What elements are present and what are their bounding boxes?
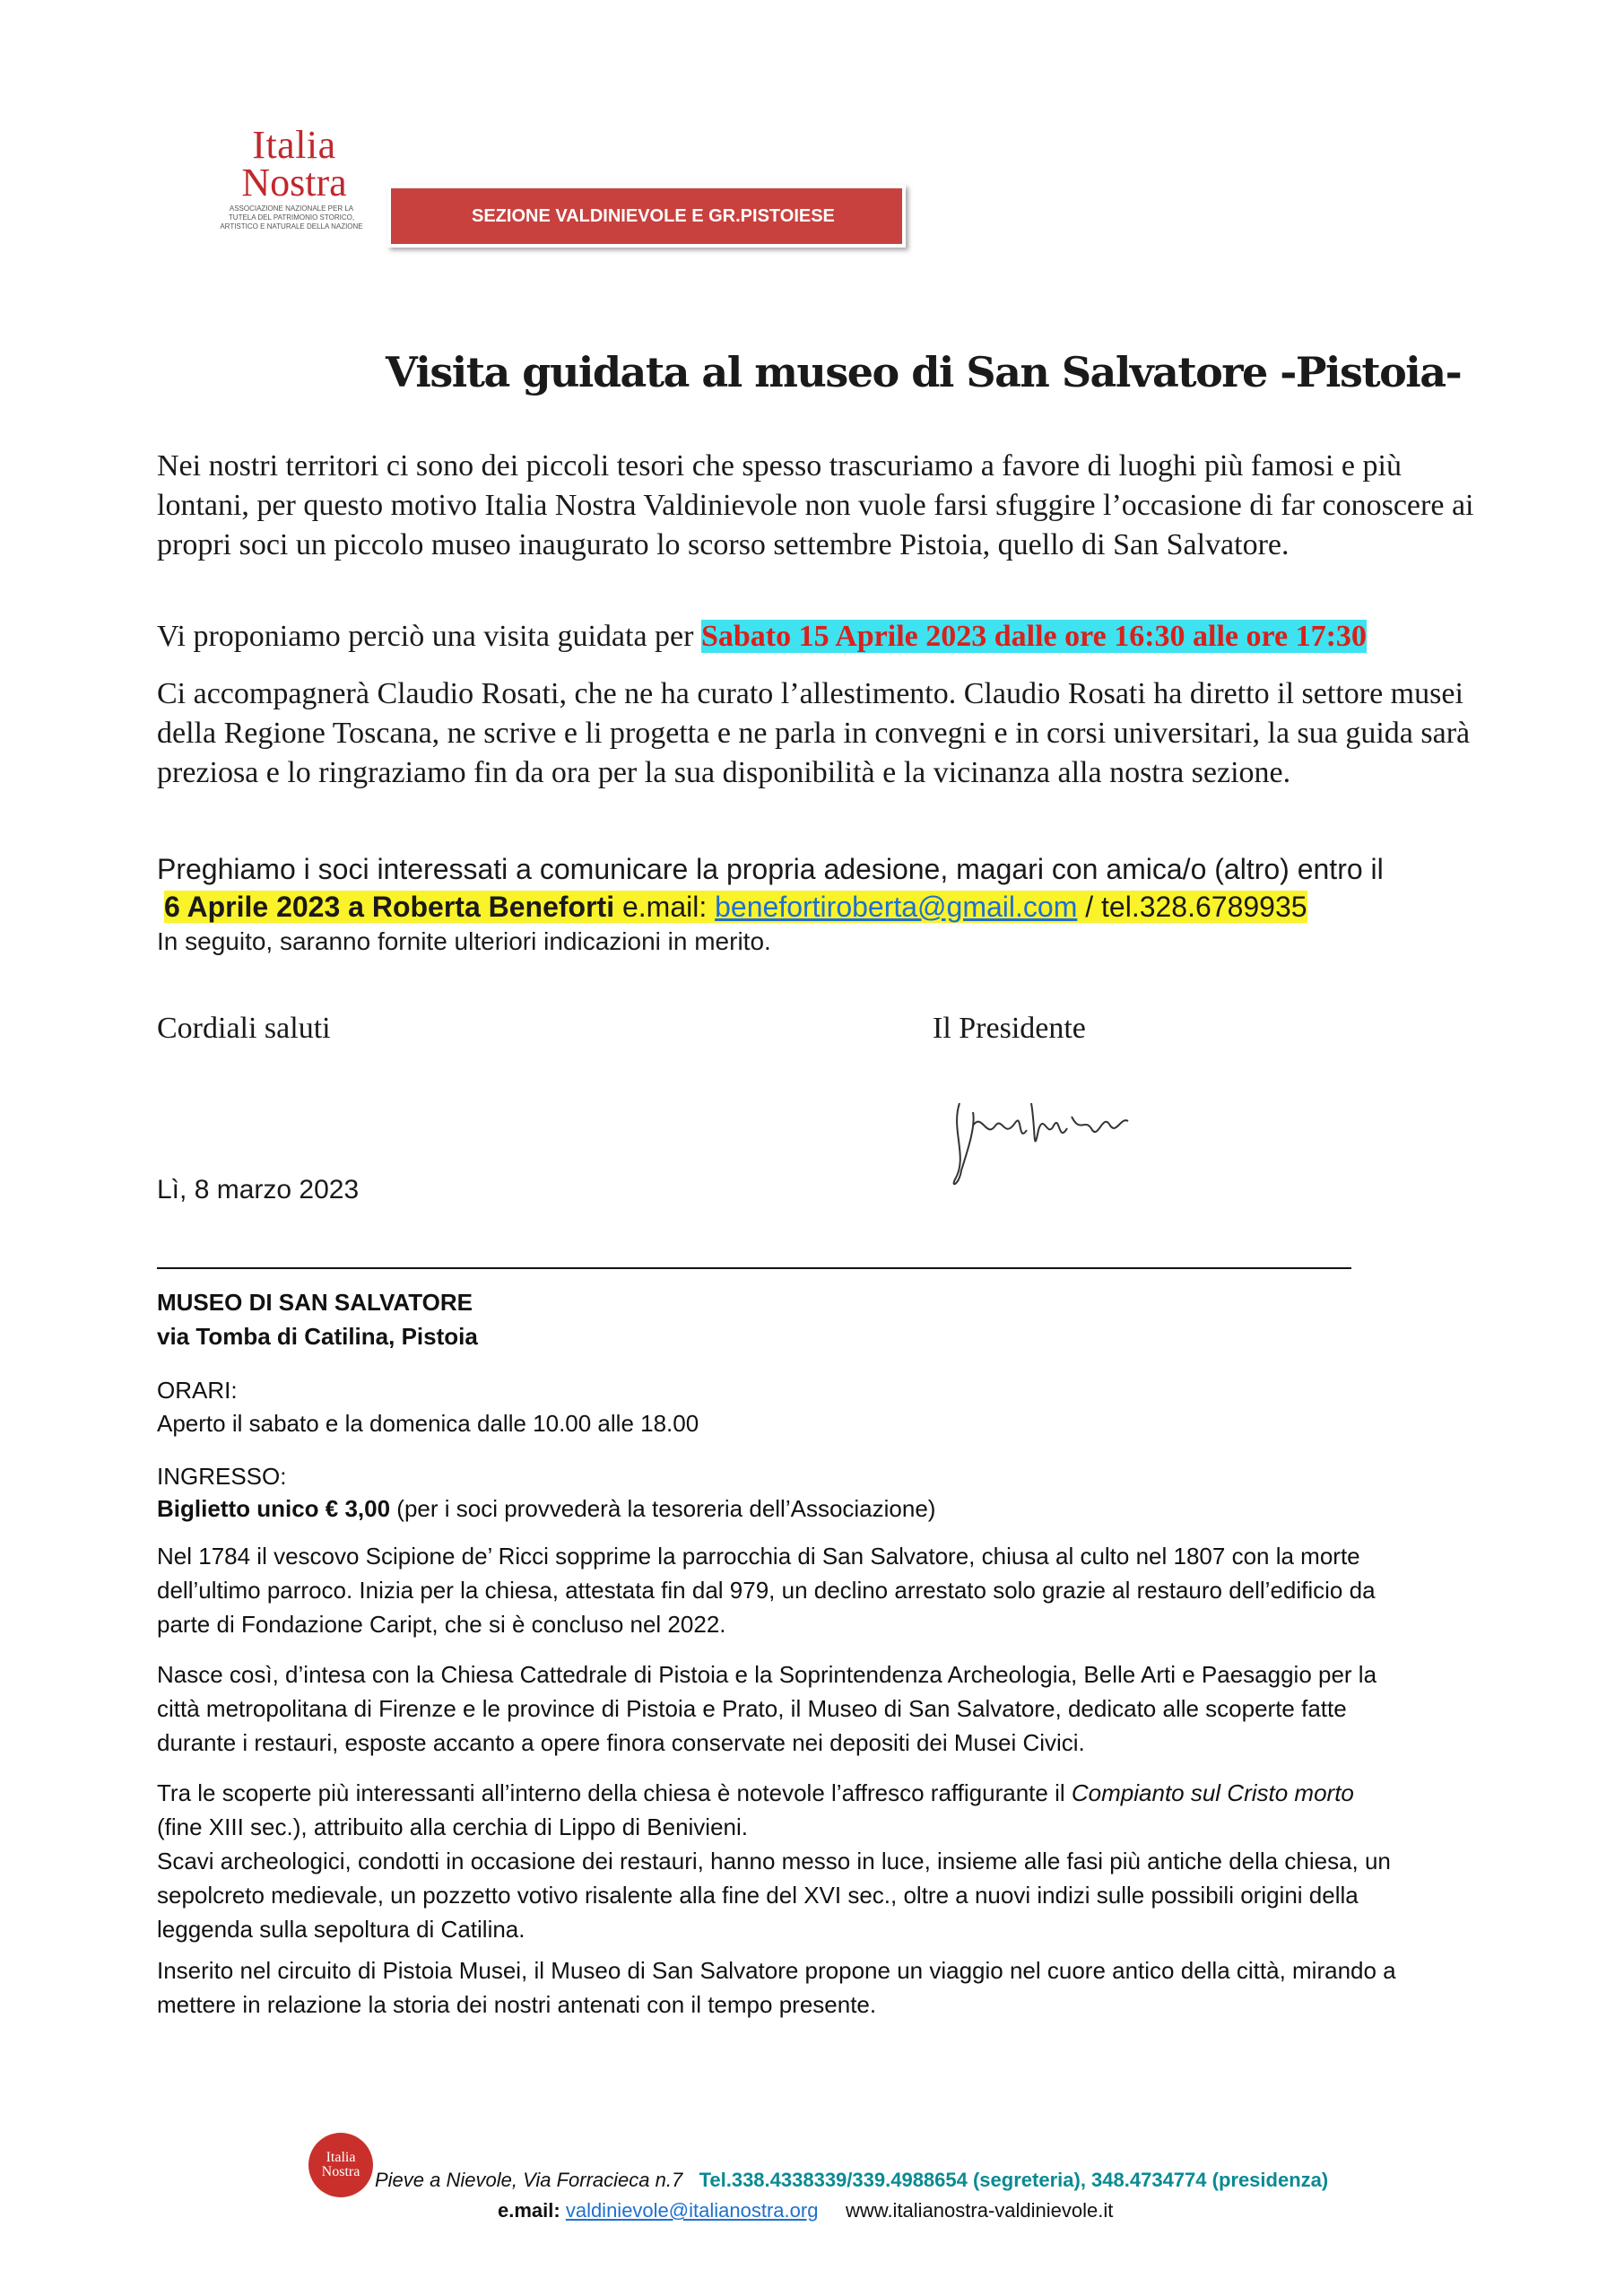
proposal-prefix: Vi proponiamo perciò una visita guidata per (157, 620, 694, 653)
guide-paragraph: Ci accompagnerà Claudio Rosati, che ne ha curato l’allestimento. Claudio Rosati ha diretto il settore musei della Regione Toscana, ne scrive e li progetta e ne parla in convegni e in corsi universitari, la sua guida sarà preziosa e lo ringraziamo fin da ora per la sua disponibilità e la vicinanza alla nostra sezione. (157, 677, 1471, 789)
rsvp-paragraph (157, 850, 1484, 958)
footer-logo (308, 2133, 373, 2197)
rsvp-line2 (157, 888, 1484, 926)
p3-text-a: Tra le scoperte più interessanti all’interno della chiesa è notevole l’affresco raffigurante il (157, 1779, 1065, 1806)
rsvp-deadline: 6 Aprile 2023 a Roberta Beneforti (164, 891, 615, 923)
visit-date-highlight: Sabato 15 Aprile 2023 dalle ore 16:30 alle ore 17:30 (700, 620, 1367, 653)
museum-paragraph-3 (157, 1776, 1403, 1844)
logo-line2: Nostra (241, 161, 347, 204)
proposal-paragraph (157, 617, 1475, 657)
museum-paragraph-5: Inserito nel circuito di Pistoia Musei, il Museo di San Salvatore propone un viaggio nel cuore antico della città, mirando a mettere in relazione la storia dei nostri antenati con il tempo presente. (157, 1957, 1396, 2018)
logo-tagline: ASSOCIAZIONE NAZIONALE PER LA TUTELA DEL PATRIMONIO STORICO, ARTISTICO E NATURALE DELLA NAZIONE (220, 204, 363, 230)
signature-image (933, 1076, 1157, 1211)
rsvp-tel: / tel.328.6789935 (1085, 891, 1307, 923)
intro-paragraph: Nei nostri territori ci sono dei piccoli tesori che spesso trascuriamo a favore di luoghi più famosi e più lontani, per questo motivo Italia Nostra Valdinievole non vuole farsi sfuggire l’occasione di far conoscere ai propri soci un piccolo museo inaugurato lo scorso settembre Pistoia, quello di San Salvatore. (157, 449, 1474, 561)
museum-name: MUSEO DI SAN SALVATORE (157, 1289, 473, 1316)
museum-paragraph-4: Scavi archeologici, condotti in occasione dei restauri, hanno messo in luce, insieme alle fasi più antiche della chiesa, un sepolcreto medievale, un pozzetto votivo risalente alla fine del XVI sec., oltre a nuovi indizi sulle possibili origini della leggenda sulla sepoltura di Catilina. (157, 1848, 1391, 1943)
rsvp-email-link[interactable]: benefortiroberta@gmail.com (715, 891, 1078, 923)
rsvp-email-label: e.mail: (621, 891, 708, 923)
entry-label: INGRESSO: (157, 1463, 287, 1490)
footer-email-label: e.mail: (498, 2199, 560, 2222)
p3-artwork-title: Compianto sul Cristo morto (1071, 1779, 1354, 1806)
footer-logo-line2: Nostra (321, 2164, 360, 2179)
logo-line1: Italia (252, 123, 336, 167)
footer-logo-line1: Italia (326, 2150, 356, 2165)
page-title: Visita guidata al museo di San Salvatore -Pistoia- (386, 348, 1462, 396)
rsvp-followup: In seguito, saranno fornite ulteriori indicazioni in merito. (157, 927, 771, 955)
ticket-note: (per i soci provvederà la tesoreria dell’Associazione) (396, 1495, 936, 1522)
hours-text: Aperto il sabato e la domenica dalle 10.00 alle 18.00 (157, 1410, 699, 1437)
p3-text-b: (fine XIII sec.), attribuito alla cerchia di Lippo di Benivieni. (157, 1813, 749, 1840)
ticket-price: Biglietto unico € 3,00 (157, 1495, 391, 1522)
footer-email-link[interactable]: valdinievole@italianostra.org (565, 2199, 819, 2222)
museum-paragraph-2: Nasce così, d’intesa con la Chiesa Cattedrale di Pistoia e la Soprintendenza Archeologia, Belle Arti e Paesaggio per la città metropolitana di Firenze e le province di Pistoia e Prato, il Museo di San Salvatore, dedicato alle scoperte fatte durante i restauri, esposte accanto a opere finora conservate nei depositi dei Musei Civici. (157, 1661, 1377, 1756)
footer-web-line (498, 2199, 1113, 2222)
museum-address: via Tomba di Catilina, Pistoia (157, 1323, 478, 1350)
footer-website[interactable]: www.italianostra-valdinievole.it (846, 2199, 1114, 2222)
ticket-line (157, 1492, 1403, 1526)
footer-contact-line (375, 2169, 1328, 2192)
letter-date: Lì, 8 marzo 2023 (157, 1175, 360, 1205)
hours-label: ORARI: (157, 1377, 238, 1404)
banner-text: SEZIONE VALDINIEVOLE E GR.PISTOIESE (472, 205, 835, 226)
president-label: Il Presidente (933, 1012, 1086, 1045)
museum-paragraph-1: Nel 1784 il vescovo Scipione de’ Ricci sopprime la parrocchia di San Salvatore, chiusa al culto nel 1807 con la morte dell’ultimo parroco. Inizia per la chiesa, attestata fin dal 979, un declino arrestato solo grazie al restauro dell’edificio da parte di Fondazione Caript, che si è concluso nel 2022. (157, 1543, 1376, 1638)
rsvp-line1: Preghiamo i soci interessati a comunicare la propria adesione, magari con amica/o (altro) entro il (157, 853, 1384, 885)
footer-address: Pieve a Nievole, Via Forracieca n.7 (375, 2169, 683, 2191)
divider-line (157, 1267, 1351, 1269)
footer-phones: Tel.338.4338339/339.4988654 (segreteria), 348.4734774 (presidenza) (699, 2169, 1329, 2191)
greeting: Cordiali saluti (157, 1012, 331, 1045)
section-banner (387, 185, 906, 248)
italia-nostra-logo (240, 123, 348, 204)
